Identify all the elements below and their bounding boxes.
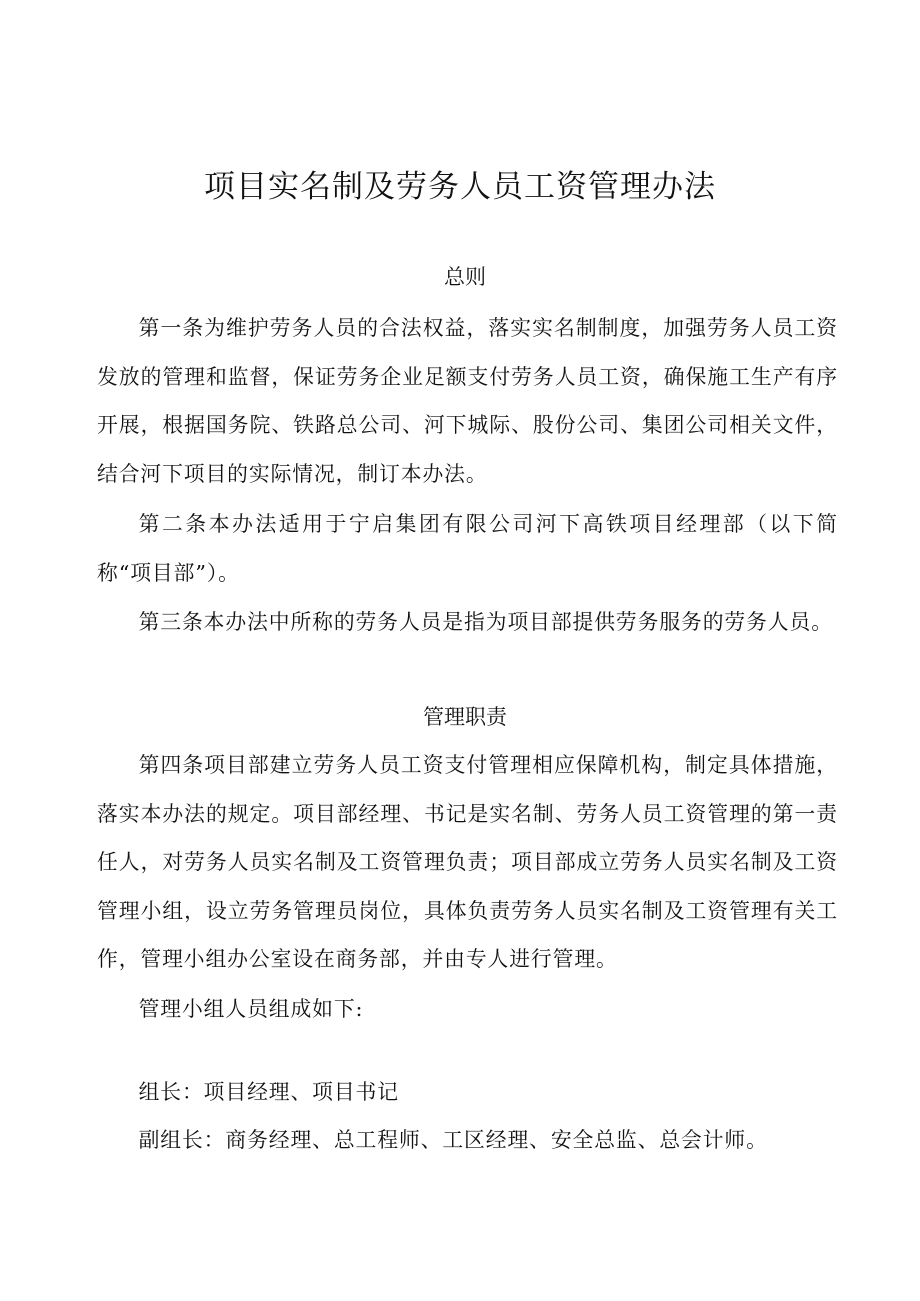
document-title: 项目实名制及劳务人员工资管理办法 [204,169,716,205]
group-leader-line: 组长：项目经理、项目书记 [138,1080,399,1104]
article-4-paragraph: 第四条项目部建立劳务人员工资支付管理相应保障机构，制定具体措施，落实本办法的规定。项目部经理、书记是实名制、劳务人员工资管理的第一责任人，对劳务人员实名制及工资管理负责；项目部成立劳务人员实名制及工资管理小组，设立劳务管理员岗位，具体负责劳务人员实名制及工资管理有关工作，管理小组办公室设在商务部，并由专人进行管理。 [97,753,838,971]
section-heading-management-duties: 管理职责 [423,705,507,729]
article-1-paragraph: 第一条为维护劳务人员的合法权益，落实实名制制度，加强劳务人员工资发放的管理和监督，保证劳务企业足额支付劳务人员工资，确保施工生产有序开展，根据国务院、铁路总公司、河下城际、股份公司、集团公司相关文件，结合河下项目的实际情况，制订本办法。 [97,316,838,486]
deputy-leader-line: 副组长：商务经理、总工程师、工区经理、安全总监、总会计师。 [138,1128,768,1152]
article-2-paragraph: 第二条本办法适用于宁启集团有限公司河下高铁项目经理部（以下简称“项目部”）。 [97,512,838,585]
section-heading-general: 总则 [444,265,486,289]
group-composition-intro: 管理小组人员组成如下: [138,997,364,1021]
article-3-paragraph: 第三条本办法中所称的劳务人员是指为项目部提供劳务服务的劳务人员。 [138,610,833,634]
